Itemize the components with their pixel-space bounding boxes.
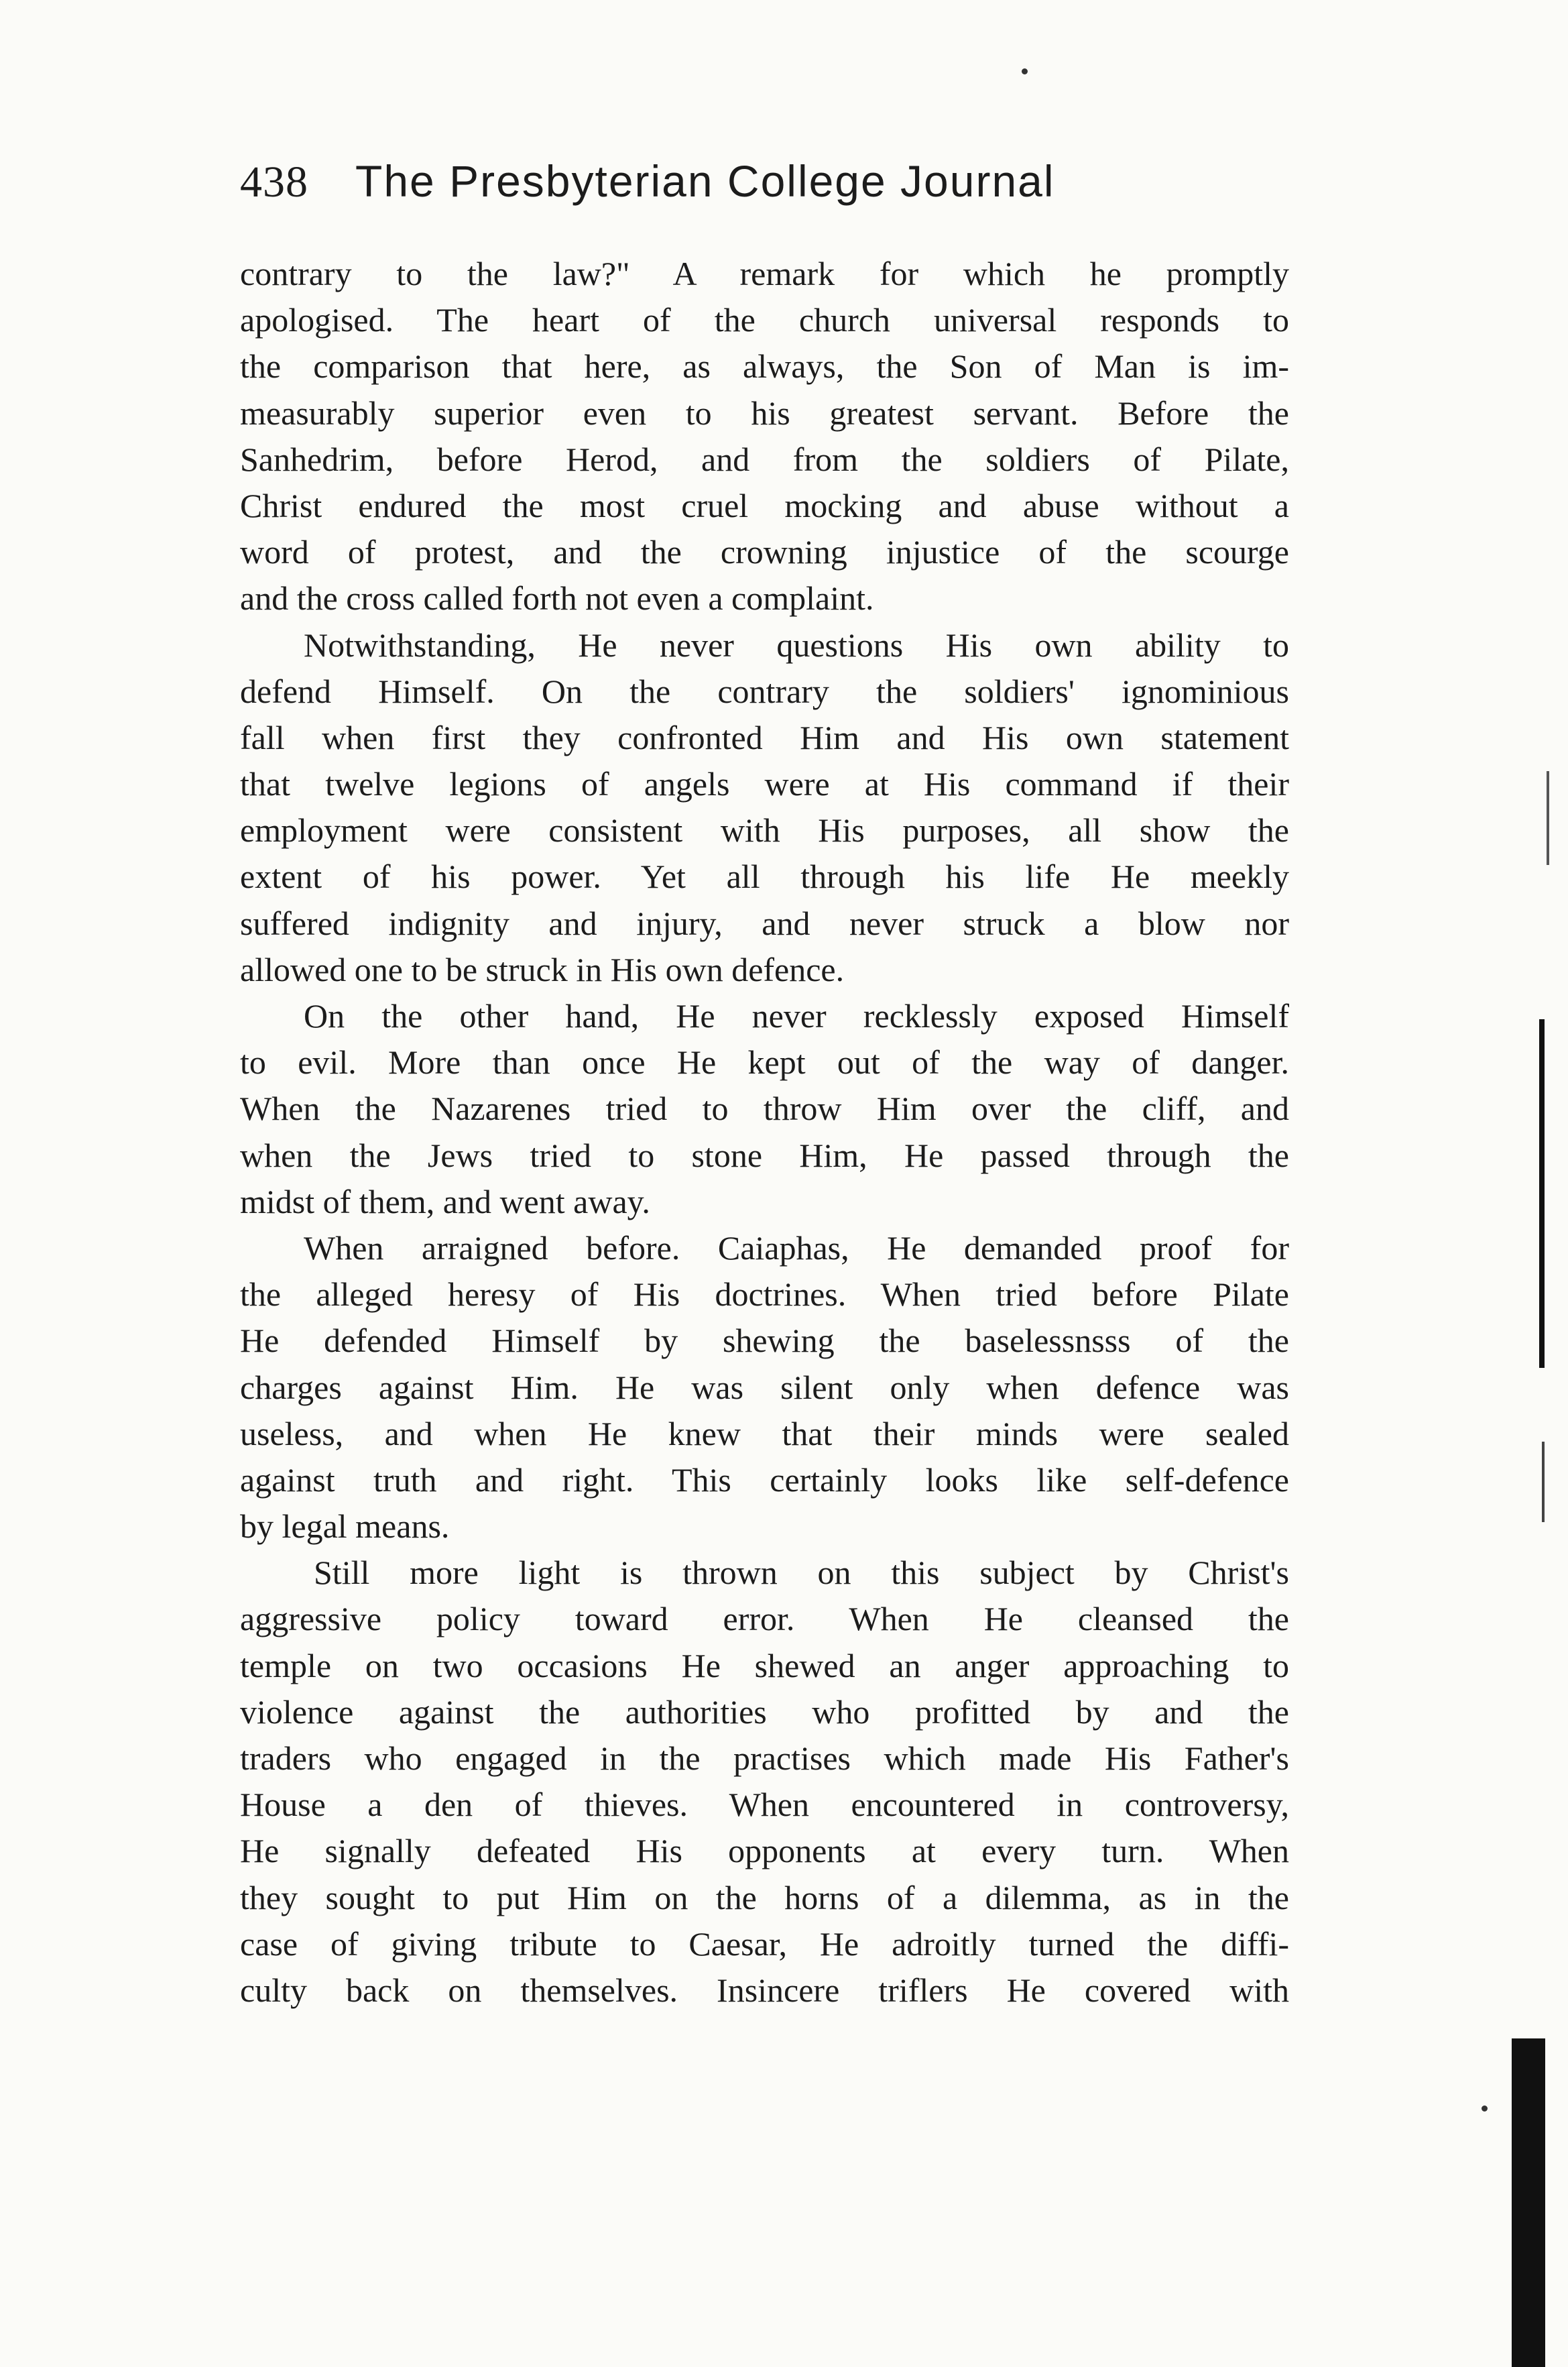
text-line: against truth and right. This certainly looks like self-defence: [240, 1460, 1289, 1499]
text-line: charges against Him. He was silent only when defence was: [240, 1368, 1289, 1406]
text-line: word of protest, and the crowning injustice of the scourge: [240, 533, 1289, 571]
running-title: The Presbyterian College Journal: [355, 156, 1055, 206]
text-line: midst of them, and went away.: [240, 1182, 650, 1220]
text-line: He defended Himself by shewing the baselessnsss of the: [240, 1322, 1289, 1360]
text-line: contrary to the law?" A remark for which he promptly: [240, 255, 1289, 292]
text-line: When the Nazarenes tried to throw Him over the cliff, and: [240, 1090, 1289, 1128]
binding-edge-mark: [1547, 771, 1549, 865]
text-line: Notwithstanding, He never questions His own ability to: [304, 626, 1289, 664]
text-line: the alleged heresy of His doctrines. When tried before Pilate: [240, 1275, 1289, 1314]
scan-speck: [1482, 2105, 1488, 2112]
text-line: and the cross called forth not even a complaint.: [240, 579, 874, 618]
text-line: allowed one to be struck in His own defence.: [240, 950, 845, 988]
scan-speck: [1022, 68, 1028, 74]
text-line: employment were consistent with His purposes, all show the: [240, 811, 1289, 850]
text-line: aggressive policy toward error. When He cleansed the: [240, 1600, 1289, 1638]
text-line: Still more light is thrown on this subject by Christ's: [314, 1554, 1289, 1592]
text-line: the comparison that here, as always, the Son of Man is im-: [240, 347, 1289, 386]
text-line: Sanhedrim, before Herod, and from the soldiers of Pilate,: [240, 440, 1289, 478]
text-line: useless, and when He knew that their minds were sealed: [240, 1414, 1289, 1452]
text-line: case of giving tribute to Caesar, He adroitly turned the diffi-: [240, 1924, 1289, 1963]
text-line: fall when first they confronted Him and His own statement: [240, 718, 1289, 756]
binding-edge-mark: [1539, 1019, 1545, 1368]
text-line: they sought to put Him on the horns of a dilemma, as in the: [240, 1878, 1289, 1916]
text-line: House a den of thieves. When encountered in controversy,: [240, 1786, 1289, 1824]
text-line: violence against the authorities who profitted by and the: [240, 1692, 1289, 1731]
binding-edge-mark: [1542, 1442, 1545, 1522]
text-line: He signally defeated His opponents at every turn. When: [240, 1832, 1289, 1870]
text-line: traders who engaged in the practises which made His Father's: [240, 1739, 1289, 1777]
text-line: temple on two occasions He shewed an anger approaching to: [240, 1646, 1289, 1684]
page-number: 438: [240, 158, 308, 207]
text-line: when the Jews tried to stone Him, He passed through the: [240, 1136, 1289, 1174]
body-text: [240, 251, 1289, 2014]
text-line: Christ endured the most cruel mocking and abuse without a: [240, 486, 1289, 524]
text-line: culty back on themselves. Insincere triflers He covered with: [240, 1971, 1289, 2009]
text-line: When arraigned before. Caiaphas, He demanded proof for: [304, 1228, 1289, 1267]
text-line: suffered indignity and injury, and never struck a blow nor: [240, 904, 1289, 942]
text-line: that twelve legions of angels were at His command if their: [240, 765, 1289, 803]
binding-edge-mark: [1512, 2038, 1545, 2367]
text-line: measurably superior even to his greatest servant. Before the: [240, 394, 1289, 432]
text-line: apologised. The heart of the church universal responds to: [240, 301, 1289, 339]
text-line: to evil. More than once He kept out of the way of danger.: [240, 1043, 1289, 1082]
page-header: [240, 156, 1125, 229]
text-line: extent of his power. Yet all through his life He meekly: [240, 858, 1289, 896]
text-line: defend Himself. On the contrary the soldiers' ignominious: [240, 672, 1289, 710]
text-line: by legal means.: [240, 1507, 450, 1546]
text-line: On the other hand, He never recklessly exposed Himself: [304, 997, 1289, 1035]
